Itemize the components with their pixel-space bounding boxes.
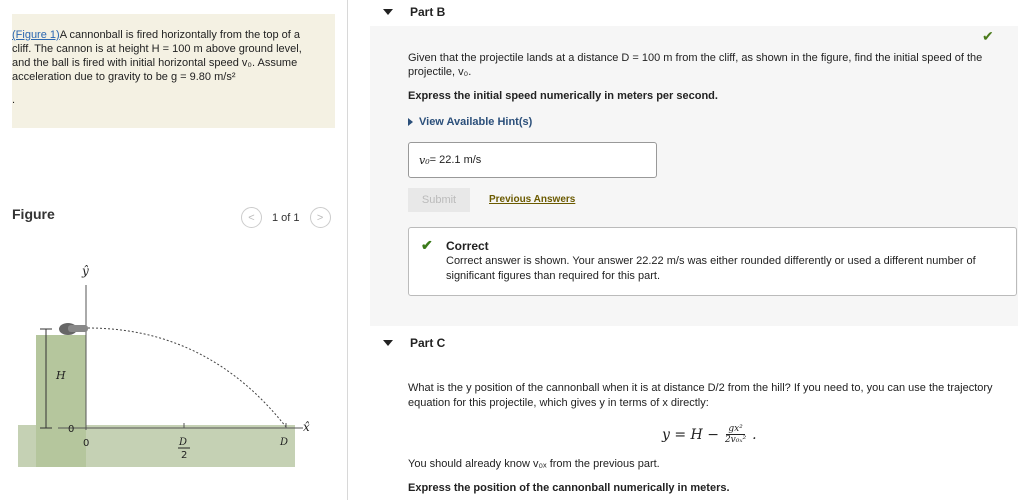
cliff-trajectory-figure xyxy=(18,255,318,470)
problem-description: A cannonball is fired horizontally from the top of a cliff. The cannon is at height H = 100 m above ground level, and the ball is fired with initial horizontal speed v₀. Assume acceleration due to gravity to be g = 9.80 m/s² xyxy=(12,29,302,83)
equation-fraction xyxy=(725,424,746,445)
part-c-header[interactable] xyxy=(383,336,445,350)
part-c-question: What is the y position of the cannonball when it is at distance D/2 from the hill? If you need to, you can use the trajectory equation for this projectile, which gives y in terms of x directly: xyxy=(408,382,993,409)
feedback-box xyxy=(408,227,1017,296)
equation-end: . xyxy=(752,426,757,443)
height-label: H xyxy=(56,369,66,382)
feedback-title: Correct xyxy=(446,239,489,253)
half-d-denominator: 2 xyxy=(181,450,188,461)
part-b-question: Given that the projectile lands at a distance D = 100 m from the cliff, as shown in the figure, find the initial speed of the projectile, v₀. xyxy=(408,52,983,78)
feedback-message: Correct answer is shown. Your answer 22.22 m/s was either rounded differently or used a different number of significant figures than required for this part. xyxy=(446,255,976,282)
previous-answers-link[interactable]: Previous Answers xyxy=(489,194,576,205)
half-d-numerator: D xyxy=(179,437,188,448)
view-hints-link[interactable] xyxy=(408,116,532,128)
part-c-title: Part C xyxy=(410,336,446,350)
prev-figure-button[interactable]: < xyxy=(241,207,262,228)
collapse-caret-icon xyxy=(383,340,393,346)
view-hints-label: View Available Hint(s) xyxy=(419,116,533,128)
distance-label: D xyxy=(280,437,289,448)
x-axis-label: x̂ xyxy=(303,420,310,434)
equation-denominator: 2v₀ₓ² xyxy=(724,435,747,445)
collapse-caret-icon xyxy=(383,9,393,15)
problem-trailing-dot: . xyxy=(12,94,16,106)
correct-check-icon: ✔ xyxy=(421,237,433,253)
part-c-instruction: Express the position of the cannonball numerically in meters. xyxy=(408,482,730,494)
figure-pager xyxy=(241,207,331,228)
completed-check-icon: ✔ xyxy=(982,28,994,44)
cannon-barrel xyxy=(68,325,88,332)
origin-x-label: 0 xyxy=(83,438,90,449)
figure-page-count: 1 of 1 xyxy=(272,211,300,224)
equation-lhs: y = H − xyxy=(662,426,719,443)
answer-value: = 22.1 m/s xyxy=(429,154,482,166)
cliff-block xyxy=(36,335,86,467)
part-b-header[interactable] xyxy=(383,5,445,19)
figure-heading: Figure xyxy=(12,206,55,222)
y-axis-label: ŷ xyxy=(82,264,89,278)
panel-divider xyxy=(347,0,348,500)
hint-caret-icon xyxy=(408,118,413,126)
origin-y-label: 0 xyxy=(68,424,75,435)
next-figure-button[interactable]: > xyxy=(310,207,331,228)
trajectory-equation xyxy=(662,424,757,445)
submit-button[interactable]: Submit xyxy=(408,188,470,212)
answer-input-box[interactable] xyxy=(408,142,657,178)
problem-text-block xyxy=(12,28,318,84)
part-c-previous-note: You should already know v₀ₓ from the previous part. xyxy=(408,458,660,470)
answer-variable: v₀ xyxy=(419,153,430,167)
equation-numerator: gx² xyxy=(728,424,743,434)
figure-link[interactable]: (Figure 1) xyxy=(12,29,60,41)
part-b-instruction: Express the initial speed numerically in meters per second. xyxy=(408,90,718,102)
trajectory-path xyxy=(88,328,286,427)
part-b-title: Part B xyxy=(410,5,446,19)
